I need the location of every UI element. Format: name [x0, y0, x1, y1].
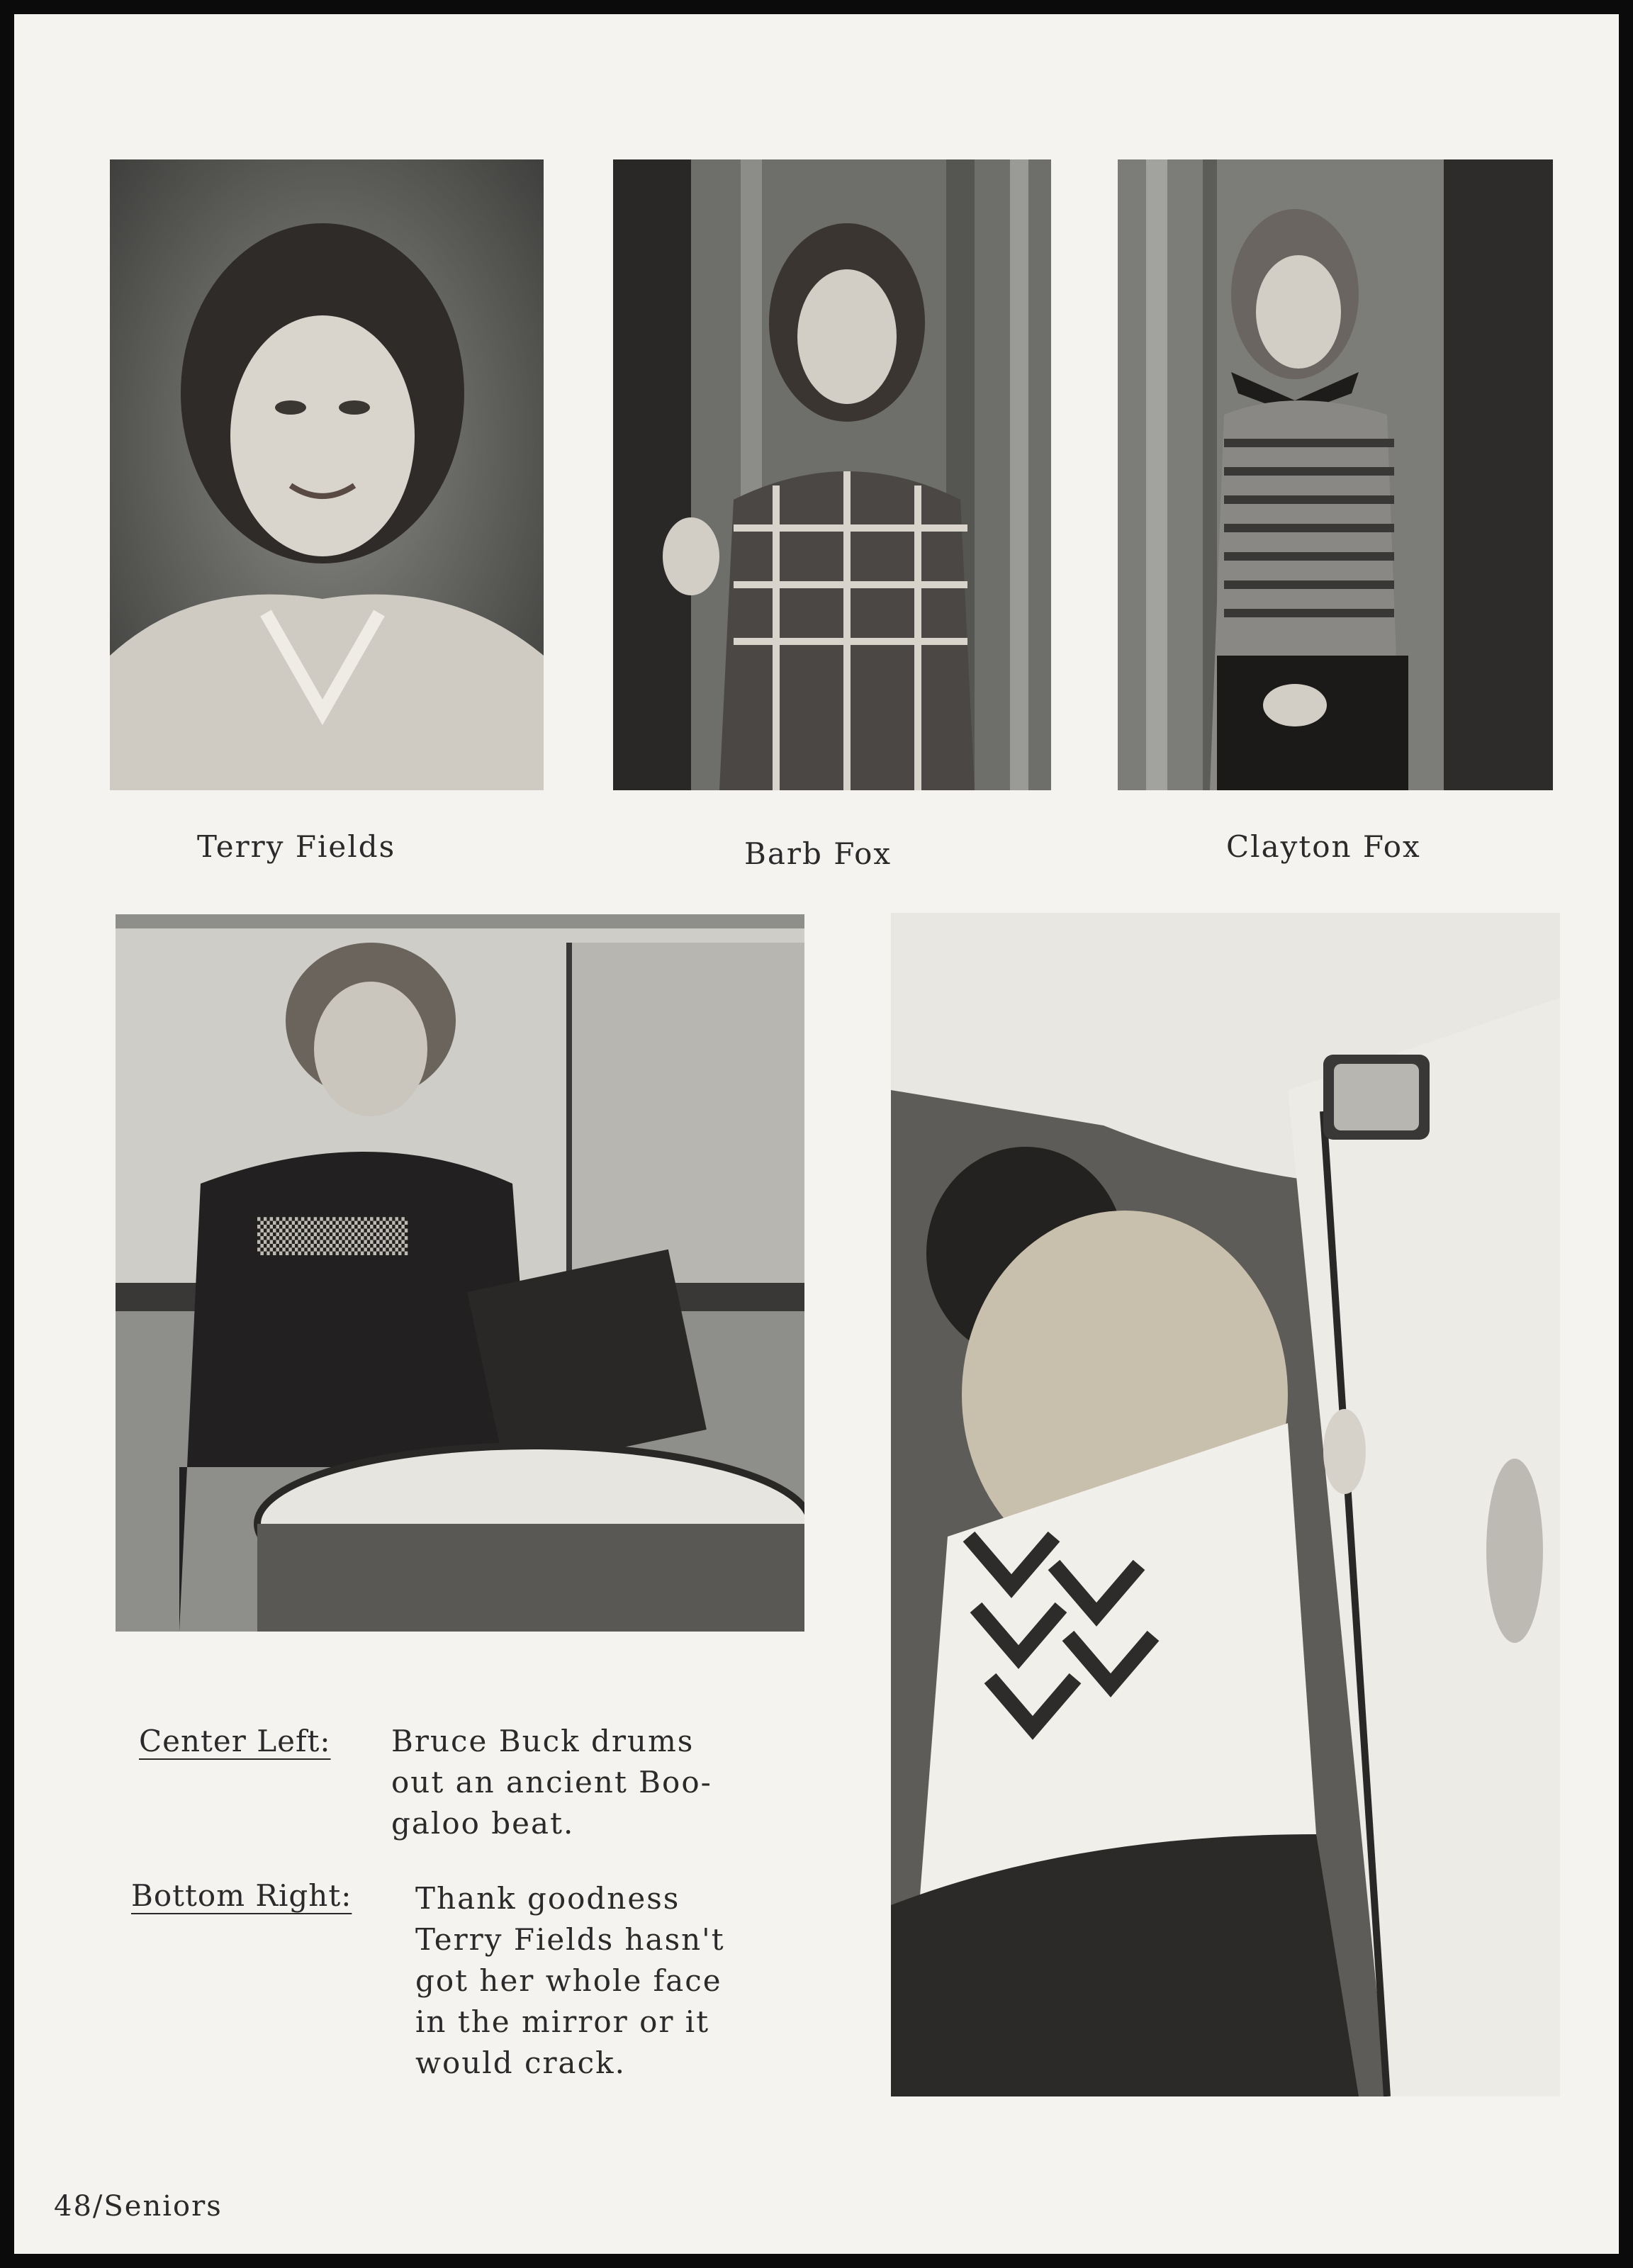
caption-line: out an ancient Boo-	[391, 1765, 712, 1800]
caption-line: galoo beat.	[391, 1806, 575, 1841]
page-folio: 48/Seniors	[54, 2190, 223, 2223]
svg-text:▒▒▒▒▒▒: ▒▒▒▒▒▒	[257, 1217, 408, 1255]
portrait-terry-fields	[110, 159, 544, 790]
caption-terry-fields: Terry Fields	[197, 829, 396, 864]
caption-line: in the mirror or it	[415, 2004, 710, 2039]
caption-label-center-left: Center Left:	[139, 1724, 331, 1758]
caption-line: got her whole face	[415, 1963, 722, 1998]
caption-clayton-fox: Clayton Fox	[1226, 829, 1421, 864]
portrait-clayton-fox	[1118, 159, 1553, 790]
caption-text-center-left	[391, 1721, 712, 1844]
caption-label-bottom-right: Bottom Right:	[131, 1878, 352, 1913]
yearbook-page	[14, 14, 1619, 2254]
caption-line: would crack.	[415, 2045, 626, 2080]
portrait-barb-fox	[613, 159, 1051, 790]
photo-car-mirror	[891, 913, 1560, 2096]
caption-line: Terry Fields hasn't	[415, 1922, 725, 1957]
photo-drummer	[116, 914, 804, 1632]
caption-barb-fox: Barb Fox	[744, 836, 892, 871]
caption-line: Thank goodness	[415, 1881, 680, 1916]
caption-text-bottom-right	[415, 1878, 725, 2084]
caption-line: Bruce Buck drums	[391, 1724, 695, 1758]
